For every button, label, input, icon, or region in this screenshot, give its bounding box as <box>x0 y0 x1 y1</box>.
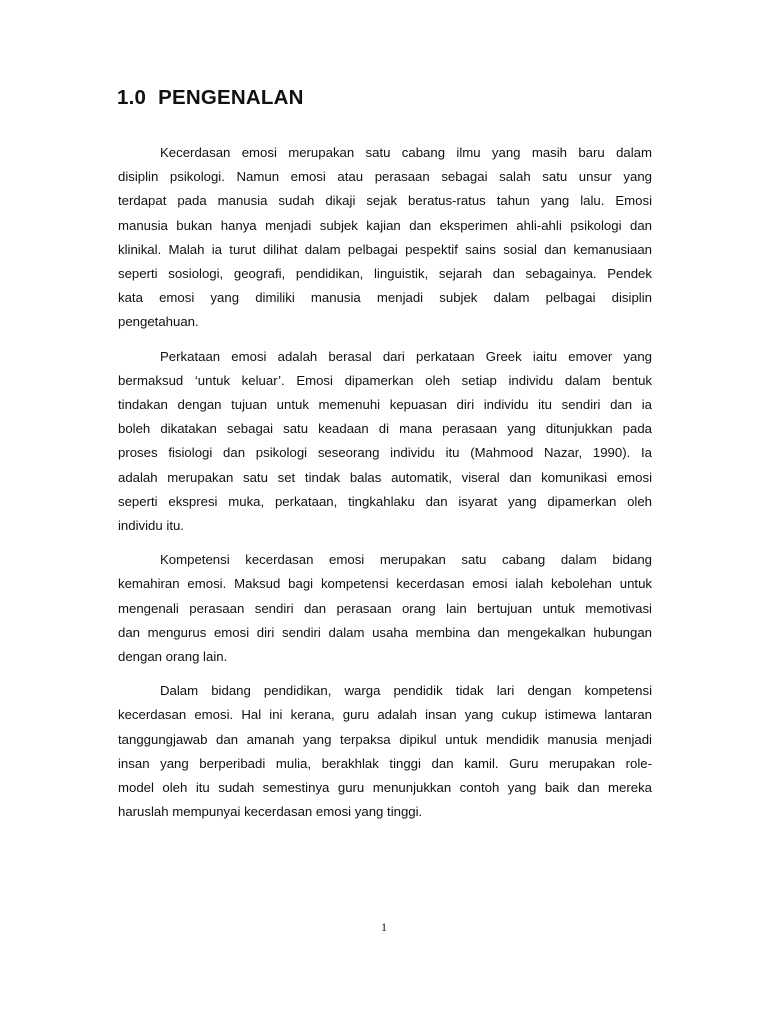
paragraph-1 <box>118 141 652 335</box>
text-line: insan yang berperibadi mulia, berakhlak tinggi dan kamil. Guru merupakan role- <box>118 755 652 771</box>
text-line: klinikal. Malah ia turut dilihat dalam pelbagai pespektif sains sosial dan kemanusiaan <box>118 241 652 257</box>
text-line: proses fisiologi dan psikologi seseorang individu itu (Mahmood Nazar, 1990). Ia <box>118 445 652 461</box>
text-line: tanggungjawab dan amanah yang terpaksa dipikul untuk mendidik manusia menjadi <box>118 731 652 747</box>
paragraph-3 <box>118 548 652 669</box>
text-line: adalah merupakan satu set tindak balas automatik, viseral dan komunikasi emosi <box>118 469 652 485</box>
text-line: dengan orang lain. <box>118 649 228 665</box>
paragraph-4 <box>118 679 652 824</box>
text-line: Kecerdasan emosi merupakan satu cabang ilmu yang masih baru dalam <box>160 145 652 160</box>
text-line: kecerdasan emosi. Hal ini kerana, guru adalah insan yang cukup istimewa lantaran <box>118 707 652 723</box>
section-title: PENGENALAN <box>158 86 304 109</box>
text-line: pengetahuan. <box>118 314 199 330</box>
text-line: Dalam bidang pendidikan, warga pendidik tidak lari dengan kompetensi <box>160 683 652 699</box>
text-line: haruslah mempunyai kecerdasan emosi yang tinggi. <box>118 804 423 820</box>
text-line: Kompetensi kecerdasan emosi merupakan satu cabang dalam bidang <box>160 552 652 568</box>
text-line: terdapat pada manusia sudah dikaji sejak beratus-ratus tahun yang lalu. Emosi <box>118 193 652 209</box>
section-heading <box>117 86 304 110</box>
section-number: 1.0 <box>117 86 147 109</box>
text-line: manusia bukan hanya menjadi subjek kajian dan eksperimen ahli-ahli psikologi dan <box>118 217 652 233</box>
page-number: 1 <box>381 920 387 934</box>
text-line: model oleh itu sudah semestinya guru menunjukkan contoh yang baik dan mereka <box>118 780 652 796</box>
text-line: dan mengurus emosi diri sendiri dalam usaha membina dan mengekalkan hubungan <box>118 624 652 640</box>
text-line: bermaksud ‘untuk keluar’. Emosi dipamerkan oleh setiap individu dalam bentuk <box>118 372 652 388</box>
text-line: individu itu. <box>118 518 184 534</box>
text-line: seperti ekspresi muka, perkataan, tingkahlaku dan isyarat yang dipamerkan oleh <box>118 493 652 509</box>
text-line: boleh dikatakan sebagai satu keadaan di mana perasaan yang ditunjukkan pada <box>118 421 652 437</box>
body-text <box>118 141 652 834</box>
text-line: kemahiran emosi. Maksud bagi kompetensi kecerdasan emosi ialah kebolehan untuk <box>118 576 652 592</box>
text-line: kata emosi yang dimiliki manusia menjadi subjek dalam pelbagai disiplin <box>118 290 652 306</box>
text-line: Perkataan emosi adalah berasal dari perkataan Greek iaitu emover yang <box>160 348 652 364</box>
paragraph-2 <box>118 345 652 539</box>
text-line: tindakan dengan tujuan untuk memenuhi kepuasan diri individu itu sendiri dan ia <box>118 397 652 413</box>
text-line: mengenali perasaan sendiri dan perasaan orang lain bertujuan untuk memotivasi <box>118 600 652 616</box>
text-line: seperti sosiologi, geografi, pendidikan, linguistik, sejarah dan sebagainya. Pendek <box>118 266 652 282</box>
text-line: disiplin psikologi. Namun emosi atau perasaan sebagai salah satu unsur yang <box>118 169 652 185</box>
